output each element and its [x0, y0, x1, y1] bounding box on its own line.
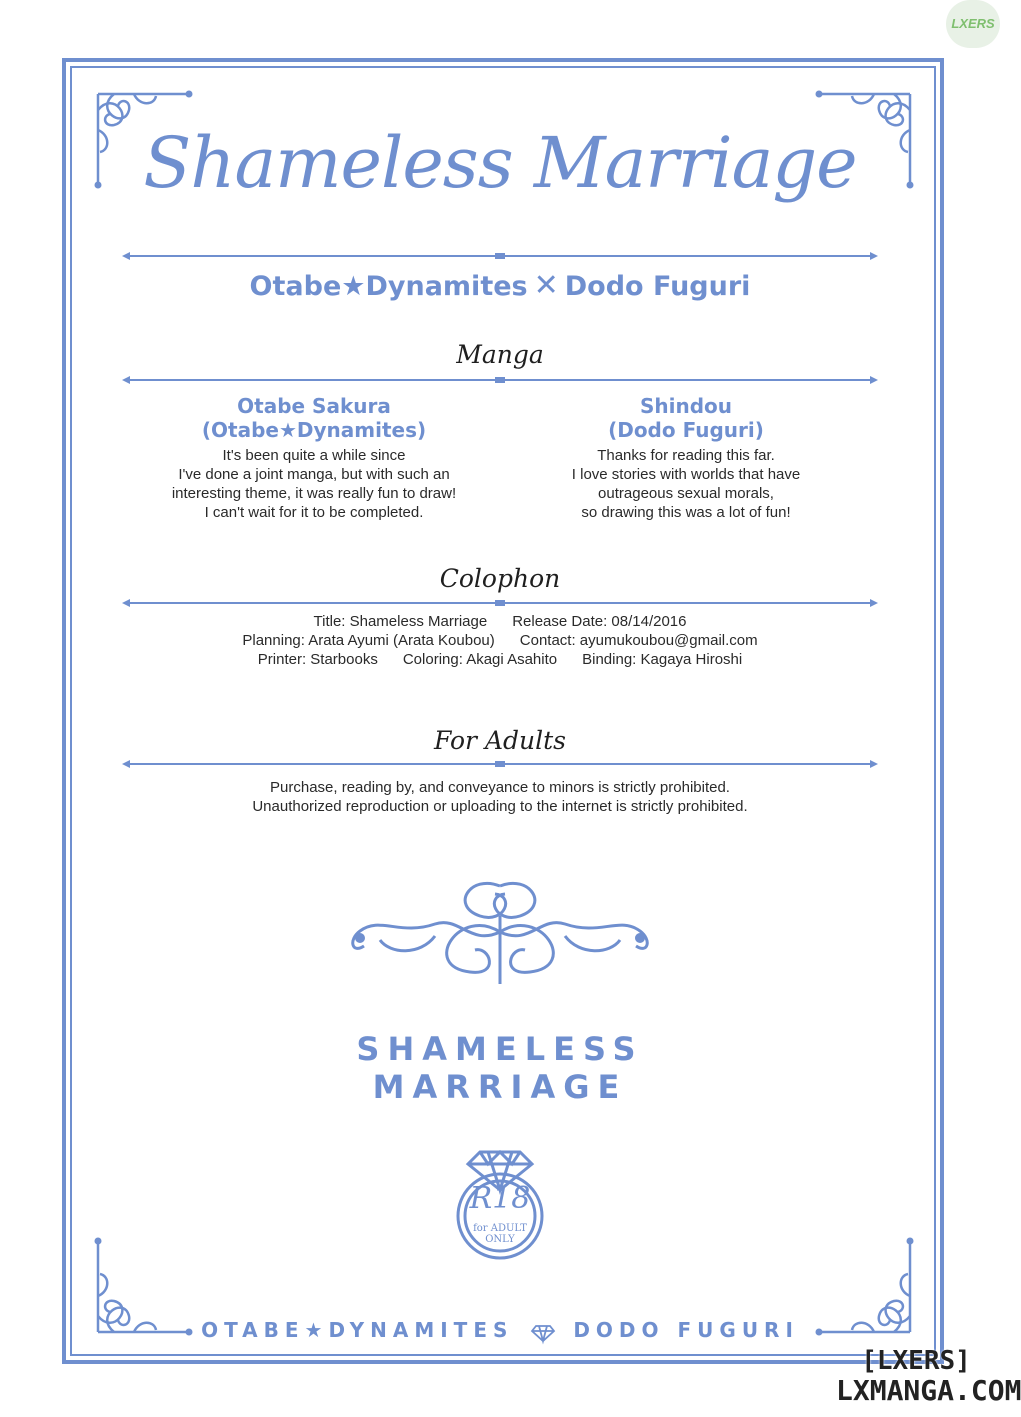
divider-manga	[122, 374, 878, 386]
section-heading-manga: Manga	[456, 340, 544, 369]
collab-left: Otabe★Dynamites	[249, 271, 528, 302]
message-line: Thanks for reading this far.	[597, 447, 775, 464]
message-line: It's been quite a while since	[222, 447, 406, 464]
colophon-block	[0, 612, 1000, 669]
colophon-coloring: Coloring: Akagi Asahito	[402, 651, 558, 668]
message-line: outrageous sexual morals,	[598, 485, 774, 502]
message-line: so drawing this was a lot of fun!	[581, 504, 791, 521]
colophon-release: Release Date: 08/14/2016	[512, 613, 687, 630]
section-heading-adults: For Adults	[434, 726, 566, 755]
page-title: Shameless Marriage	[143, 122, 857, 204]
artist-message	[496, 446, 876, 522]
message-line: I can't wait for it to be completed.	[204, 504, 424, 521]
adults-notice	[0, 778, 1000, 816]
message-line: interesting theme, it was really fun to draw!	[171, 485, 457, 502]
flourish-ornament	[340, 876, 660, 988]
divider-colophon	[122, 597, 878, 609]
colophon-binding: Binding: Kagaya Hiroshi	[582, 651, 743, 668]
adults-line: Unauthorized reproduction or uploading to the internet is strictly prohibited.	[252, 798, 748, 815]
footer-left: OTABE★DYNAMITES	[201, 1318, 514, 1342]
watermark-bottom	[836, 1346, 1021, 1407]
r18-sub-line: ONLY	[485, 1234, 515, 1245]
footer-right: DODO FUGURI	[573, 1318, 799, 1342]
adults-line: Purchase, reading by, and conveyance to minors is strictly prohibited.	[270, 779, 730, 796]
colophon-contact: Contact: ayumukoubou@gmail.com	[519, 632, 758, 649]
artist-name: Shindou	[639, 394, 733, 418]
divider-adults	[122, 758, 878, 770]
section-heading-colophon: Colophon	[439, 564, 561, 593]
colophon-printer: Printer: Starbooks	[257, 651, 378, 668]
colophon-title: Title: Shameless Marriage	[313, 613, 488, 630]
brand-line: SHAMELESS	[356, 1030, 644, 1068]
watermark-badge: LXERS	[946, 0, 1000, 48]
collab-heading	[0, 268, 1000, 303]
artist-name: Otabe Sakura	[237, 394, 391, 418]
artist-group: (Otabe★Dynamites)	[201, 418, 427, 442]
collab-right: Dodo Fuguri	[564, 271, 751, 302]
divider-title	[122, 250, 878, 262]
artist-column-right	[496, 394, 876, 522]
message-line: I've done a joint manga, but with such an	[178, 466, 450, 483]
watermark-line: [LXERS]	[861, 1346, 971, 1376]
artist-column-left	[124, 394, 504, 522]
message-line: I love stories with worlds that have	[571, 466, 801, 483]
artist-message	[124, 446, 504, 522]
artist-group: (Dodo Fuguri)	[608, 418, 764, 442]
diamond-icon	[530, 1323, 556, 1341]
collab-separator-icon: ✕	[533, 268, 559, 303]
watermark-line: LXMANGA.COM	[836, 1374, 1021, 1407]
footer-credits	[0, 1318, 1000, 1342]
colophon-planning: Planning: Arata Ayumi (Arata Koubou)	[242, 632, 495, 649]
brand-line: MARRIAGE	[372, 1068, 628, 1106]
r18-sub-line: for ADULT	[473, 1223, 527, 1234]
r18-label: R18	[469, 1181, 531, 1216]
